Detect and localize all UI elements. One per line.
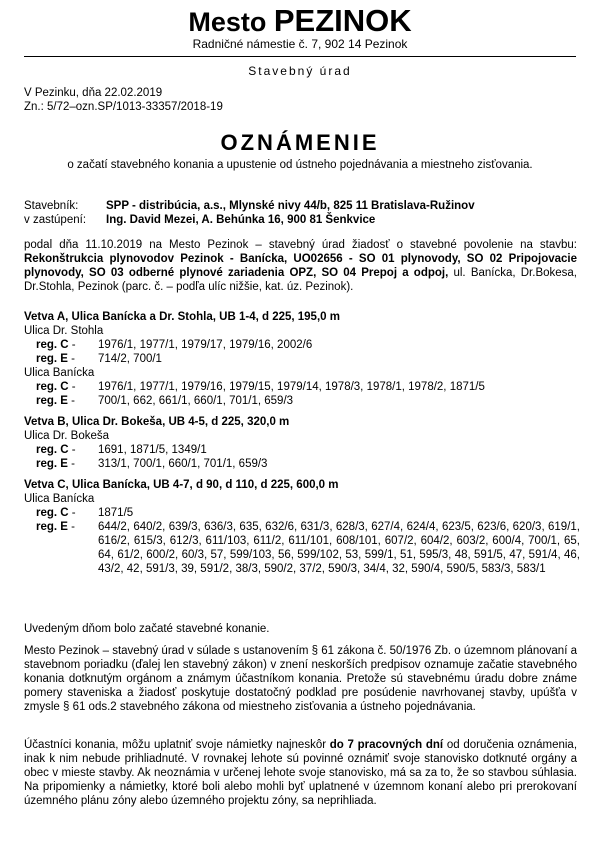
parcel-register-row <box>24 520 580 576</box>
register-label-text: reg. C <box>36 339 69 351</box>
register-label <box>24 380 98 394</box>
paragraph-objections <box>24 738 577 808</box>
parcel-numbers: 313/1, 700/1, 660/1, 701/1, 659/3 <box>98 458 268 470</box>
intro-tail: ul. Banícka, Dr.Bokesa, Dr.Stohla, Pezinok (parc. č. – podľa ulíc nižšie, kat. úz. Pezinok). <box>24 267 577 293</box>
register-label <box>24 338 98 352</box>
register-label <box>24 443 98 457</box>
notice-subtitle: o začatí stavebného konania a upustenie od ústneho pojednávania a miestneho zisťovania. <box>67 159 533 171</box>
builder-row <box>24 199 475 213</box>
register-dash: - <box>68 339 76 351</box>
register-label <box>24 457 98 471</box>
parcel-register-row <box>24 380 580 394</box>
parcel-numbers: 1691, 1871/5, 1349/1 <box>98 444 207 456</box>
pipeline-branches <box>24 310 580 576</box>
parcel-numbers: 700/1, 662, 661/1, 660/1, 701/1, 659/3 <box>98 395 294 407</box>
parcel-register-row <box>24 506 580 520</box>
register-label-text: reg. C <box>36 444 69 456</box>
register-dash: - <box>67 353 75 365</box>
city-title <box>0 3 600 38</box>
register-label <box>24 520 98 576</box>
branch-title: Vetva C, Ulica Banícka, UB 4-7, d 90, d 110, d 225, 600,0 m <box>24 479 339 491</box>
register-dash: - <box>68 381 76 393</box>
city-title-prefix: Mesto <box>188 7 267 37</box>
register-label-text: reg. E <box>36 353 68 365</box>
proxy-value: Ing. David Mezei, A. Behúnka 16, 900 81 Šenkvice <box>106 214 376 226</box>
parcel-numbers: 714/2, 700/1 <box>98 353 162 365</box>
register-dash: - <box>67 395 75 407</box>
reference-number: Zn.: 5/72–ozn.SP/1013-33357/2018-19 <box>24 101 223 113</box>
branch-title: Vetva A, Ulica Banícka a Dr. Stohla, UB 1-4, d 225, 195,0 m <box>24 311 340 323</box>
paragraph-start: Uvedeným dňom bolo začaté stavebné konanie. <box>24 623 270 635</box>
application-intro <box>24 238 577 294</box>
proxy-row <box>24 213 475 227</box>
branch-title: Vetva B, Ulica Dr. Bokeša, UB 4-5, d 225, 320,0 m <box>24 416 290 428</box>
objections-lead: Účastníci konania, môžu uplatniť svoje námietky najneskôr <box>24 739 330 751</box>
register-label <box>24 394 98 408</box>
parcel-numbers: 1871/5 <box>98 507 134 519</box>
register-label-text: reg. C <box>36 381 69 393</box>
proxy-label: v zastúpení: <box>24 214 87 226</box>
register-label-text: reg. E <box>36 458 68 470</box>
parties-block <box>24 199 475 227</box>
intro-lead: podal dňa 11.10.2019 na Mesto Pezinok – stavebný úrad žiadosť o stavebné povolenie na stavbu: <box>24 239 577 251</box>
paragraph-procedure: Mesto Pezinok – stavebný úrad v súlade s ustanovením § 61 zákona č. 50/1976 Zb. o územnom plánovaní a stavebnom poriadku (ďalej len stavebný zákon) v znení neskorších predpisov oznamuje začatie stavebného konania dotknutým orgánom a známym účastníkom konania. Pretože sú stavebnému úradu dobre známe pomery staveniska a žiadosť poskytuje dostatočný podklad pre posúdenie navrhovanej stavby, upúšťa v zmysle § 61 ods.2 stavebného zákona od miestneho zisťovania a ústneho pojednávania. <box>24 645 577 713</box>
register-label-text: reg. E <box>36 521 68 533</box>
parcel-numbers: 644/2, 640/2, 639/3, 636/3, 635, 632/6, 631/3, 628/3, 627/4, 624/4, 623/5, 623/6, 620/3, 619/1, 616/2, 615/3, 612/3, 611/103, 611/2, 611/101, 608/101, 607/2, 604/2, 603/2, 600/4, 700/1, 65, 64, 61/2, 600/2, 60/3, 57, 599/103, 56, 599/102, 53, 599/1, 51, 595/3, 48, 591/5, 47, 591/4, 46, 43/2, 42, 591/3, 39, 591/2, 38/3, 590/2, 37/2, 590/3, 34/4, 32, 590/4, 590/5, 583/3, 583/1 <box>98 521 580 575</box>
header-divider <box>24 56 576 57</box>
register-dash: - <box>67 521 75 533</box>
parcel-numbers: 1976/1, 1977/1, 1979/17, 1979/16, 2002/6 <box>98 339 313 351</box>
parcel-register-row <box>24 338 580 352</box>
register-dash: - <box>68 444 76 456</box>
street-name: Ulica Dr. Stohla <box>24 325 104 337</box>
place-date: V Pezinku, dňa 22.02.2019 <box>24 87 163 99</box>
parcel-register-row <box>24 352 580 366</box>
street-name: Ulica Banícka <box>24 367 95 379</box>
street-name: Ulica Banícka <box>24 493 95 505</box>
register-label <box>24 506 98 520</box>
city-title-name: PEZINOK <box>273 3 412 38</box>
register-label <box>24 352 98 366</box>
document-meta <box>24 86 223 114</box>
parcel-register-row <box>24 457 580 471</box>
register-label-text: reg. E <box>36 395 68 407</box>
register-label-text: reg. C <box>36 507 69 519</box>
builder-value: SPP - distribúcia, a.s., Mlynské nivy 44/b, 825 11 Bratislava-Ružinov <box>106 200 475 212</box>
project-name: Rekonštrukcia plynovodov Pezinok - Banícka, UO02656 - SO 01 plynovody, SO 02 Pripojovacie plynovody, SO 03 odberné plynové zariadenia OPZ, SO 04 Prepoj a odpoj, <box>24 253 577 279</box>
parcel-register-row <box>24 394 580 408</box>
street-name: Ulica Dr. Bokeša <box>24 430 110 442</box>
office-name: Stavebný úrad <box>248 64 352 78</box>
parcel-numbers: 1976/1, 1977/1, 1979/16, 1979/15, 1979/14, 1978/3, 1978/1, 1978/2, 1871/5 <box>98 381 485 393</box>
builder-label: Stavebník: <box>24 200 79 212</box>
objections-tail: od doručenia oznámenia, inak k nim nebude prihliadnuté. V rovnakej lehote sú povinné oznámiť svoje stanovisko dotknuté orgány a obec v mieste stavby. Ak neoznámia v určenej lehote svoje stanovisko, má sa za to, že so stavbou súhlasia. Na pripomienky a námietky, ktoré boli alebo mohli byť uplatnené v územnom konaní alebo pri prerokovaní územného plánu zóny alebo územného projektu zóny, sa neprihliada. <box>24 739 578 807</box>
branch-spacer <box>24 408 580 415</box>
register-dash: - <box>68 507 76 519</box>
city-address: Radničné námestie č. 7, 902 14 Pezinok <box>192 37 408 51</box>
branch-spacer <box>24 471 580 478</box>
notice-title: OZNÁMENIE <box>220 130 380 155</box>
objections-deadline: do 7 pracovných dní <box>329 739 444 751</box>
register-dash: - <box>67 458 75 470</box>
parcel-register-row <box>24 443 580 457</box>
